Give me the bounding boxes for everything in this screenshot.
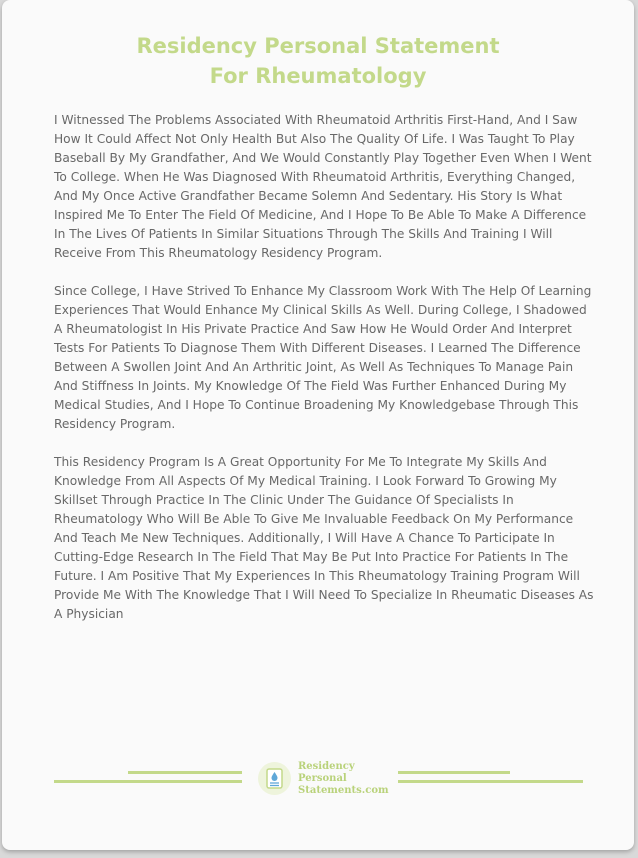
logo-badge xyxy=(258,762,291,795)
document-drop-icon xyxy=(258,762,291,795)
logo-line-2: Personal xyxy=(298,773,347,784)
paragraph-1: I Witnessed The Problems Associated With Rheumatoid Arthritis First-Hand, And I Saw How It Could Affect Not Only Health But Also The Quality Of Life. I Was Taught To Play Baseball By My Grandfather, And We Would Constantly Play Together Even When I Went To College. When He Was Diagnosed With Rheumatoid Arthritis, Everything Changed, And My Once Active Grandfather Became Solemn And Sedentary. His Story Is What Inspired Me To Enter The Field Of Medicine, And I Hope To Be Able To Make A Difference In The Lives Of Patients In Similar Situations Through The Skills And Training I Will Receive From This Rheumatology Residency Program. xyxy=(54,113,592,260)
footer-line-left-short xyxy=(128,771,242,774)
title-line-1: Residency Personal Statement xyxy=(136,34,500,58)
title-line-2: For Rheumatology xyxy=(209,64,427,88)
logo-wordmark xyxy=(298,761,389,797)
paragraph-3: This Residency Program Is A Great Opportunity For Me To Integrate My Skills And Knowledge From All Aspects Of My Medical Training. I Look Forward To Growing My Skillset Through Practice In The Clinic Under The Guidance Of Specialists In Rheumatology Who Will Be Able To Give Me Invaluable Feedback On My Performance And Teach Me New Techniques. Additionally, I Will Have A Chance To Participate In Cutting-Edge Research In The Field That May Be Put Into Practice For Patients In The Future. I Am Positive That My Experiences In This Rheumatology Training Program Will Provide Me With The Knowledge That I Will Need To Specialize In Rheumatic Diseases As A Physician xyxy=(54,455,594,621)
logo-line-1: Residency xyxy=(298,761,355,772)
document-page xyxy=(2,0,634,850)
paragraph-2: Since College, I Have Strived To Enhance My Classroom Work With The Help Of Learning Experiences That Would Enhance My Clinical Skills As Well. During College, I Shadowed A Rheumatologist In His Private Practice And Saw How He Would Order And Interpret Tests For Patients To Diagnose Them With Different Diseases. I Learned The Difference Between A Swollen Joint And An Arthritic Joint, As Well As Techniques To Manage Pain And Stiffness In Joints. My Knowledge Of The Field Was Further Enhanced During My Medical Studies, And I Hope To Continue Broadening My Knowledgebase Through This Residency Program. xyxy=(54,284,592,431)
statement-body xyxy=(54,111,594,643)
page-title xyxy=(2,31,634,91)
footer-line-left-long xyxy=(54,780,242,783)
site-logo[interactable] xyxy=(258,760,398,800)
logo-line-3: Statements.com xyxy=(298,785,389,796)
footer-line-right-short xyxy=(398,771,510,774)
footer-line-right-long xyxy=(398,780,583,783)
